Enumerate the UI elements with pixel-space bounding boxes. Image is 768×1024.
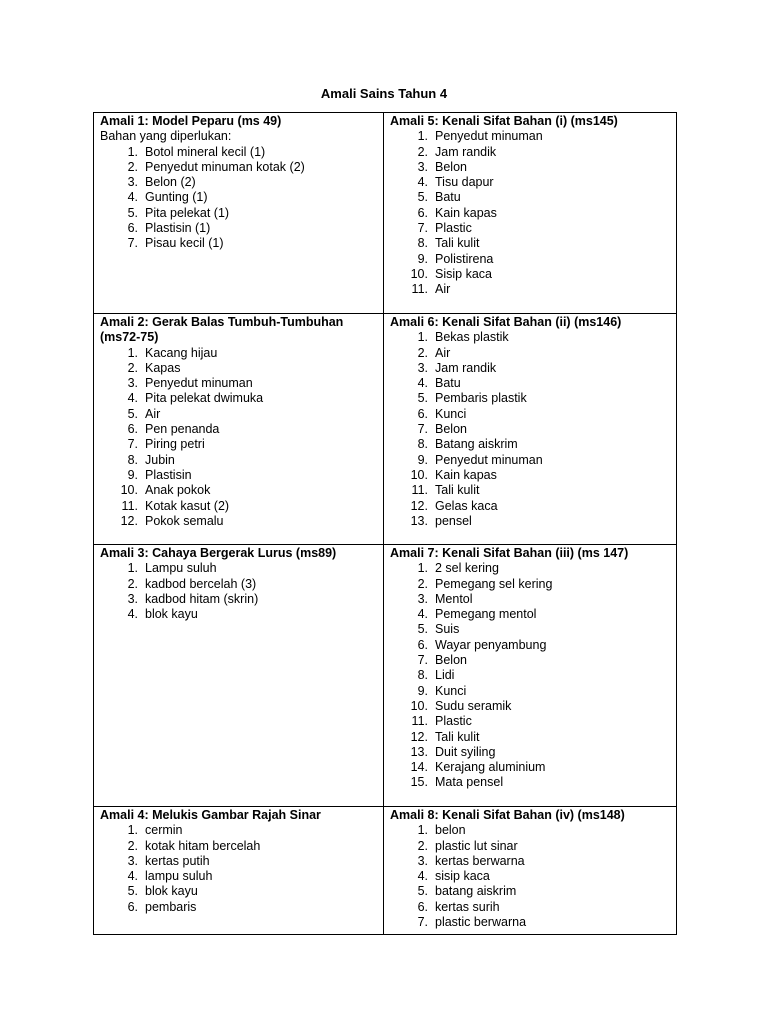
- list-number: 1.: [127, 561, 138, 576]
- list-item-text: Pokok semalu: [145, 513, 224, 528]
- list-number: 11.: [411, 483, 428, 498]
- cell-heading: Amali 6: Kenali Sifat Bahan (ii) (ms146): [390, 315, 622, 329]
- list-number: 10.: [120, 483, 138, 498]
- list-number: 4.: [417, 376, 428, 391]
- list-item: [100, 900, 379, 915]
- list-item-text: Botol mineral kecil (1): [145, 144, 266, 159]
- list-item-text: Tali kulit: [435, 483, 480, 498]
- list-number: 4.: [417, 869, 428, 884]
- list-number: 1.: [417, 561, 428, 576]
- materials-list: [100, 145, 379, 252]
- list-item: [100, 839, 379, 854]
- cell-heading: Amali 7: Kenali Sifat Bahan (iii) (ms 147): [390, 546, 629, 560]
- list-item-text: Suis: [435, 622, 460, 637]
- list-number: 8.: [127, 452, 138, 467]
- list-number: 2.: [417, 144, 428, 159]
- list-item: [390, 839, 672, 854]
- list-item-text: Polistirena: [435, 251, 494, 266]
- list-item-text: Belon (2): [145, 175, 196, 190]
- list-item-text: Gunting (1): [145, 190, 208, 205]
- list-number: 6.: [417, 637, 428, 652]
- list-number: 1.: [417, 129, 428, 144]
- list-item-text: Penyedut minuman: [145, 376, 253, 391]
- list-item-text: cermin: [145, 823, 183, 838]
- list-item-text: Kunci: [435, 683, 467, 698]
- list-number: 6.: [417, 205, 428, 220]
- list-item: [390, 638, 672, 653]
- list-item: [100, 592, 379, 607]
- table-row: [94, 545, 677, 807]
- list-item-text: plastic berwarna: [435, 915, 527, 930]
- list-item-text: Kain kapas: [435, 205, 497, 220]
- list-number: 1.: [127, 144, 138, 159]
- list-item: [390, 592, 672, 607]
- list-item: [390, 869, 672, 884]
- list-item-text: Kerajang aluminium: [435, 760, 546, 775]
- list-number: 3.: [127, 591, 138, 606]
- cell-amali-7: [384, 545, 677, 807]
- list-item-text: Belon: [435, 653, 467, 668]
- list-item: [390, 453, 672, 468]
- list-item-text: kertas putih: [145, 853, 210, 868]
- list-item: [390, 714, 672, 729]
- list-item-text: Belon: [435, 422, 467, 437]
- list-item: [100, 483, 379, 498]
- list-item-text: Air: [435, 345, 451, 360]
- list-item-text: Jam randik: [435, 360, 497, 375]
- list-item-text: Lampu suluh: [145, 561, 217, 576]
- list-item-text: Pita pelekat (1): [145, 205, 230, 220]
- list-item-text: Tali kulit: [435, 729, 480, 744]
- list-item: [390, 745, 672, 760]
- list-number: 4.: [127, 391, 138, 406]
- list-number: 3.: [417, 360, 428, 375]
- list-item-text: Batu: [435, 190, 461, 205]
- list-number: 8.: [417, 236, 428, 251]
- list-item-text: Wayar penyambung: [435, 637, 547, 652]
- list-item-text: kertas surih: [435, 899, 500, 914]
- list-item: [390, 361, 672, 376]
- list-item: [390, 330, 672, 345]
- list-item: [100, 221, 379, 236]
- cell-amali-2: [94, 314, 384, 545]
- list-item-text: 2 sel kering: [435, 561, 499, 576]
- list-item: [100, 854, 379, 869]
- list-item: [100, 561, 379, 576]
- list-number: 5.: [127, 205, 138, 220]
- list-number: 5.: [127, 406, 138, 421]
- materials-list: [100, 561, 379, 622]
- list-item: [390, 653, 672, 668]
- list-number: 7.: [127, 236, 138, 251]
- list-number: 5.: [417, 391, 428, 406]
- cell-heading: Amali 2: Gerak Balas Tumbuh-Tumbuhan (ms72-75): [100, 315, 344, 345]
- list-number: 2.: [127, 159, 138, 174]
- list-number: 9.: [127, 467, 138, 482]
- list-item: [100, 422, 379, 437]
- list-number: 8.: [417, 668, 428, 683]
- list-item-text: Pemegang mentol: [435, 607, 537, 622]
- list-number: 1.: [127, 345, 138, 360]
- list-item: [390, 391, 672, 406]
- list-number: 8.: [417, 437, 428, 452]
- list-item: [100, 346, 379, 361]
- list-item: [390, 236, 672, 251]
- list-item: [100, 190, 379, 205]
- list-number: 5.: [417, 622, 428, 637]
- list-item: [390, 622, 672, 637]
- list-number: 6.: [417, 406, 428, 421]
- list-item: [390, 483, 672, 498]
- list-number: 2.: [417, 576, 428, 591]
- list-item: [390, 129, 672, 144]
- list-item-text: belon: [435, 823, 466, 838]
- cell-amali-3: [94, 545, 384, 807]
- list-item: [390, 175, 672, 190]
- list-item-text: kertas berwarna: [435, 853, 525, 868]
- list-number: 11.: [411, 282, 428, 297]
- list-item: [390, 190, 672, 205]
- list-item: [390, 577, 672, 592]
- list-number: 3.: [127, 175, 138, 190]
- list-item: [100, 206, 379, 221]
- list-item: [100, 577, 379, 592]
- amali-table: [93, 112, 677, 935]
- list-item-text: Belon: [435, 159, 467, 174]
- list-item-text: pensel: [435, 513, 472, 528]
- list-item: [100, 514, 379, 529]
- list-item: [100, 145, 379, 160]
- list-item: [100, 391, 379, 406]
- list-number: 10.: [410, 266, 428, 281]
- list-item: [390, 684, 672, 699]
- list-item: [390, 561, 672, 576]
- list-item-text: Tali kulit: [435, 236, 480, 251]
- list-number: 14.: [410, 760, 428, 775]
- list-number: 9.: [417, 251, 428, 266]
- list-item: [390, 407, 672, 422]
- cell-amali-6: [384, 314, 677, 545]
- list-number: 3.: [417, 591, 428, 606]
- list-item-text: Batang aiskrim: [435, 437, 518, 452]
- list-number: 4.: [127, 190, 138, 205]
- list-item: [100, 407, 379, 422]
- list-number: 2.: [417, 838, 428, 853]
- list-item: [390, 699, 672, 714]
- materials-list: [100, 823, 379, 915]
- list-item-text: sisip kaca: [435, 869, 490, 884]
- list-item: [390, 607, 672, 622]
- list-item: [390, 884, 672, 899]
- list-item-text: kadbod bercelah (3): [145, 576, 257, 591]
- list-item-text: Pemegang sel kering: [435, 576, 553, 591]
- list-item: [390, 854, 672, 869]
- list-number: 7.: [417, 422, 428, 437]
- list-item: [390, 437, 672, 452]
- list-item-text: Kotak kasut (2): [145, 498, 230, 513]
- list-item-text: plastic lut sinar: [435, 838, 518, 853]
- list-number: 11.: [411, 714, 428, 729]
- list-item: [390, 221, 672, 236]
- list-item: [390, 346, 672, 361]
- list-number: 7.: [127, 437, 138, 452]
- list-item: [390, 775, 672, 790]
- list-item: [100, 361, 379, 376]
- list-number: 12.: [120, 513, 138, 528]
- list-item-text: Tisu dapur: [435, 175, 494, 190]
- list-item-text: Bekas plastik: [435, 330, 509, 345]
- list-item-text: Sisip kaca: [435, 266, 492, 281]
- cell-amali-5: [384, 113, 677, 314]
- list-number: 4.: [417, 607, 428, 622]
- list-item: [100, 175, 379, 190]
- cell-intro: Bahan yang diperlukan:: [100, 129, 232, 144]
- list-number: 5.: [417, 884, 428, 899]
- list-item: [390, 282, 672, 297]
- list-item-text: Duit syiling: [435, 744, 496, 759]
- list-item: [100, 607, 379, 622]
- cell-amali-4: [94, 807, 384, 935]
- list-item-text: Mata pensel: [435, 775, 504, 790]
- list-number: 13.: [410, 744, 428, 759]
- list-item: [390, 760, 672, 775]
- list-item-text: Piring petri: [145, 437, 205, 452]
- list-item-text: kotak hitam bercelah: [145, 838, 261, 853]
- list-item: [390, 252, 672, 267]
- list-item: [390, 915, 672, 930]
- list-item: [100, 884, 379, 899]
- list-item: [390, 206, 672, 221]
- list-item-text: blok kayu: [145, 607, 198, 622]
- materials-list: [390, 330, 672, 529]
- list-item-text: Kapas: [145, 360, 181, 375]
- cell-heading: Amali 4: Melukis Gambar Rajah Sinar: [100, 808, 321, 822]
- list-number: 11.: [121, 498, 138, 513]
- cell-amali-1: [94, 113, 384, 314]
- list-number: 7.: [417, 915, 428, 930]
- list-number: 2.: [127, 576, 138, 591]
- list-item: [390, 145, 672, 160]
- list-item-text: pembaris: [145, 899, 197, 914]
- materials-list: [390, 823, 672, 930]
- list-item: [390, 823, 672, 838]
- list-number: 2.: [417, 345, 428, 360]
- list-item: [100, 160, 379, 175]
- list-number: 15.: [410, 775, 428, 790]
- list-item-text: Penyedut minuman: [435, 452, 543, 467]
- list-item-text: blok kayu: [145, 884, 198, 899]
- list-item: [100, 499, 379, 514]
- list-number: 10.: [410, 698, 428, 713]
- list-item-text: Pita pelekat dwimuka: [145, 391, 264, 406]
- list-number: 5.: [127, 884, 138, 899]
- list-number: 9.: [417, 683, 428, 698]
- list-item-text: Kain kapas: [435, 467, 497, 482]
- list-item: [100, 236, 379, 251]
- list-number: 6.: [417, 899, 428, 914]
- list-number: 4.: [127, 607, 138, 622]
- list-item-text: Penyedut minuman kotak (2): [145, 159, 305, 174]
- list-number: 7.: [417, 653, 428, 668]
- list-number: 6.: [127, 899, 138, 914]
- list-number: 13.: [410, 513, 428, 528]
- list-item: [390, 468, 672, 483]
- list-number: 3.: [417, 853, 428, 868]
- list-number: 6.: [127, 422, 138, 437]
- list-item: [390, 668, 672, 683]
- table-row: [94, 113, 677, 314]
- list-number: 9.: [417, 452, 428, 467]
- materials-list: [100, 346, 379, 530]
- list-number: 3.: [417, 159, 428, 174]
- table-row: [94, 807, 677, 935]
- list-item: [390, 376, 672, 391]
- list-number: 4.: [127, 869, 138, 884]
- cell-heading: Amali 1: Model Peparu (ms 49): [100, 114, 282, 128]
- materials-list: [390, 129, 672, 297]
- list-number: 1.: [417, 330, 428, 345]
- list-item-text: Lidi: [435, 668, 455, 683]
- list-item: [100, 823, 379, 838]
- list-item: [390, 160, 672, 175]
- list-number: 1.: [127, 823, 138, 838]
- list-item: [100, 437, 379, 452]
- list-number: 10.: [410, 467, 428, 482]
- list-item: [100, 468, 379, 483]
- cell-heading: Amali 8: Kenali Sifat Bahan (iv) (ms148): [390, 808, 625, 822]
- list-item: [390, 514, 672, 529]
- list-item-text: Batu: [435, 376, 461, 391]
- list-number: 3.: [127, 853, 138, 868]
- list-item: [100, 376, 379, 391]
- list-item: [390, 900, 672, 915]
- list-item-text: Plastic: [435, 714, 472, 729]
- list-item: [390, 267, 672, 282]
- list-number: 5.: [417, 190, 428, 205]
- list-item-text: kadbod hitam (skrin): [145, 591, 259, 606]
- list-item-text: Plastic: [435, 221, 472, 236]
- list-item-text: Sudu seramik: [435, 698, 512, 713]
- list-item-text: lampu suluh: [145, 869, 213, 884]
- list-item-text: Jubin: [145, 452, 175, 467]
- list-item-text: batang aiskrim: [435, 884, 517, 899]
- list-number: 2.: [127, 838, 138, 853]
- list-item-text: Jam randik: [435, 144, 497, 159]
- list-item-text: Pen penanda: [145, 422, 220, 437]
- list-item-text: Pisau kecil (1): [145, 236, 224, 251]
- cell-heading: Amali 5: Kenali Sifat Bahan (i) (ms145): [390, 114, 618, 128]
- list-item-text: Kacang hijau: [145, 345, 218, 360]
- list-item-text: Penyedut minuman: [435, 129, 543, 144]
- materials-list: [390, 561, 672, 790]
- list-item-text: Air: [435, 282, 451, 297]
- list-number: 3.: [127, 376, 138, 391]
- list-item-text: Gelas kaca: [435, 498, 498, 513]
- list-item: [390, 422, 672, 437]
- list-item: [390, 499, 672, 514]
- list-item: [390, 730, 672, 745]
- cell-heading: Amali 3: Cahaya Bergerak Lurus (ms89): [100, 546, 337, 560]
- list-item-text: Kunci: [435, 406, 467, 421]
- list-number: 2.: [127, 360, 138, 375]
- list-item-text: Plastisin: [145, 467, 192, 482]
- list-item-text: Air: [145, 406, 161, 421]
- table-row: [94, 314, 677, 545]
- list-item-text: Plastisin (1): [145, 221, 211, 236]
- cell-amali-8: [384, 807, 677, 935]
- list-item-text: Mentol: [435, 591, 473, 606]
- list-item-text: Anak pokok: [145, 483, 211, 498]
- list-item: [100, 453, 379, 468]
- list-number: 6.: [127, 221, 138, 236]
- list-number: 7.: [417, 221, 428, 236]
- document-title: Amali Sains Tahun 4: [320, 86, 448, 101]
- list-number: 12.: [410, 729, 428, 744]
- list-number: 1.: [417, 823, 428, 838]
- list-number: 12.: [410, 498, 428, 513]
- list-item: [100, 869, 379, 884]
- list-number: 4.: [417, 175, 428, 190]
- list-item-text: Pembaris plastik: [435, 391, 527, 406]
